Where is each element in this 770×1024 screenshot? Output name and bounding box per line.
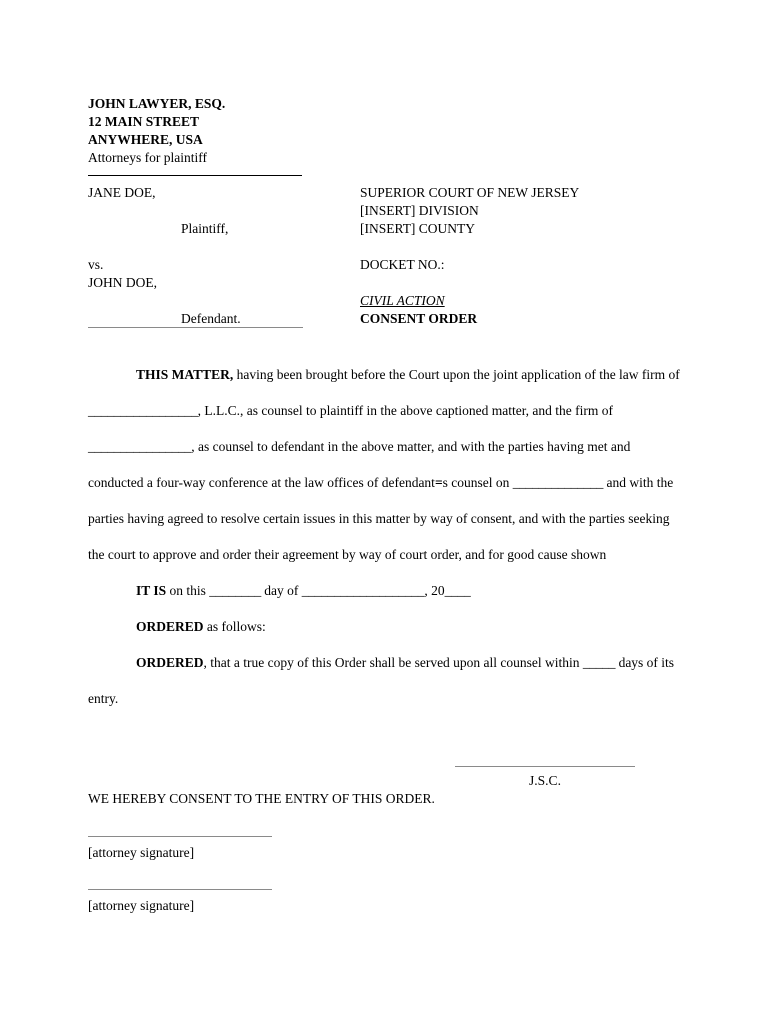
caption-defendant-name: JOHN DOE, bbox=[88, 275, 157, 290]
caption-top-rule bbox=[88, 175, 302, 176]
caption-bottom-rule bbox=[88, 327, 303, 328]
caption-docket-number: DOCKET NO.: bbox=[360, 257, 445, 272]
caption-court-name: SUPERIOR COURT OF NEW JERSEY bbox=[360, 185, 580, 200]
attorney-signature-rule-2 bbox=[88, 889, 272, 890]
paragraph-ordered-service: ORDERED, that a true copy of this Order shall be served upon all counsel within _____ days of its entry. bbox=[88, 655, 675, 706]
letterhead-block bbox=[88, 95, 508, 167]
caption-row bbox=[88, 202, 688, 220]
caption-civil-action: CIVIL ACTION bbox=[360, 293, 445, 308]
caption-defendant-role: Defendant. bbox=[181, 311, 241, 326]
letterhead-line-attorney-name: JOHN LAWYER, ESQ. bbox=[88, 96, 226, 111]
judge-signature-rule bbox=[455, 766, 635, 767]
letterhead-line-representation: Attorneys for plaintiff bbox=[88, 150, 207, 165]
caption-row bbox=[88, 274, 688, 292]
consent-statement: WE HEREBY CONSENT TO THE ENTRY OF THIS ORDER. bbox=[88, 791, 435, 806]
judge-title-label: J.S.C. bbox=[529, 773, 561, 788]
caption-versus: vs. bbox=[88, 257, 104, 272]
letterhead-line-street: 12 MAIN STREET bbox=[88, 114, 200, 129]
paragraph-it-is-date: IT IS on this ________ day of ___________________, 20____ bbox=[136, 583, 471, 598]
paragraph-ordered-as-follows: ORDERED as follows: bbox=[136, 619, 266, 634]
caption-row bbox=[88, 238, 688, 256]
case-caption bbox=[88, 184, 688, 328]
caption-row bbox=[88, 220, 688, 238]
caption-plaintiff-name: JANE DOE, bbox=[88, 185, 156, 200]
caption-county: [INSERT] COUNTY bbox=[360, 221, 476, 236]
attorney-signature-rule-1 bbox=[88, 836, 272, 837]
order-body bbox=[88, 357, 680, 717]
caption-row bbox=[88, 184, 688, 202]
caption-row bbox=[88, 256, 688, 274]
caption-row bbox=[88, 310, 688, 328]
caption-row bbox=[88, 292, 688, 310]
letterhead-line-city-state: ANYWHERE, USA bbox=[88, 132, 203, 147]
caption-document-title: CONSENT ORDER bbox=[360, 311, 478, 326]
caption-plaintiff-role: Plaintiff, bbox=[181, 221, 229, 236]
attorney-signature-label-1: [attorney signature] bbox=[88, 845, 195, 860]
attorney-signature-label-2: [attorney signature] bbox=[88, 898, 195, 913]
caption-division: [INSERT] DIVISION bbox=[360, 203, 479, 218]
paragraph-this-matter: THIS MATTER, having been brought before the Court upon the joint application of the law firm of _________________, L.L.C., as counsel to plaintiff in the above captioned matter, and the firm of ________________, as counsel to defendant in the above matter, and with the parties having met and conducted a four-way conference at the law offices of defendant=s counsel on ______________ and with the parties having agreed to resolve certain issues in this matter by way of consent, and with the parties seeking the court to approve and order their agreement by way of court order, and for good cause shown bbox=[88, 367, 680, 562]
